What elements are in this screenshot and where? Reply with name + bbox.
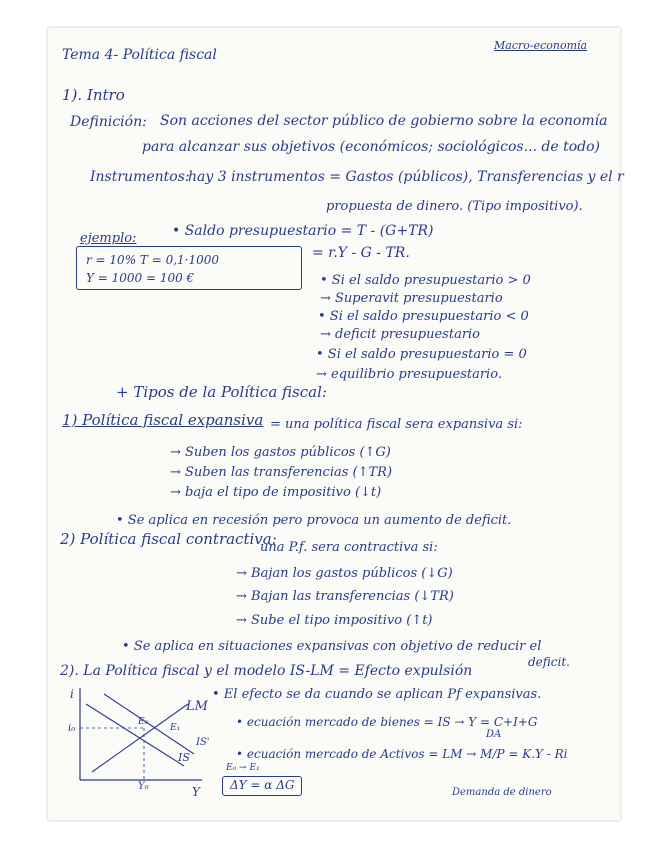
formula-shift: E₀ → E₁	[226, 763, 260, 773]
contractiva-item-3: → Sube el tipo impositivo (↑t)	[236, 613, 433, 628]
equation-lm-sub: Demanda de dinero	[452, 787, 552, 798]
equation-is: • ecuación mercado de bienes = IS → Y = C+I+G	[236, 715, 538, 729]
is-curve	[86, 704, 184, 766]
graph-is-label: IS	[178, 751, 190, 764]
definition-line-2: para alcanzar sus objetivos (económicos; sociológicos... de todo)	[142, 139, 601, 155]
example-line-2: Y = 1000 = 100 €	[86, 271, 195, 285]
contractiva-definition: una P.f. sera contractiva si:	[260, 540, 438, 555]
equation-lm: • ecuación mercado de Activos = LM → M/P = K.Y - Ri	[236, 747, 568, 761]
expansiva-note: • Se aplica en recesión pero provoca un aumento de deficit.	[116, 513, 512, 528]
expansiva-item-3: → baja el tipo de impositivo (↓t)	[170, 485, 382, 500]
graph-y-label: Y	[192, 785, 200, 799]
intro-heading: 1). Intro	[62, 86, 125, 104]
contractiva-note: • Se aplica en situaciones expansivas con objetivo de reducir el	[122, 639, 542, 654]
graph-i-label: i	[70, 687, 74, 701]
tipos-heading: + Tipos de la Política fiscal:	[116, 383, 327, 401]
case-1: • Si el saldo presupuestario > 0	[320, 273, 531, 288]
graph-e0-label: E₀	[138, 717, 149, 727]
islm-heading: 2). La Política fiscal y el modelo IS-LM = Efecto expulsión	[60, 663, 473, 679]
page-title: Tema 4- Política fiscal	[62, 47, 217, 63]
graph-i0-label: i₀	[68, 723, 76, 734]
saldo-formula-1: • Saldo presupuestario = T - (G+TR)	[172, 223, 434, 239]
definition-line-1: Son acciones del sector público de gobierno sobre la economía	[160, 113, 608, 129]
example-label: ejemplo:	[80, 231, 137, 246]
case-5: • Si el saldo presupuestario = 0	[316, 347, 527, 362]
contractiva-title: 2) Política fiscal contractiva:	[60, 530, 277, 548]
equation-is-sub: DA	[486, 729, 502, 740]
example-line-1: r = 10% T = 0,1·1000	[86, 253, 220, 267]
case-2: → Superavit presupuestario	[320, 291, 503, 306]
case-3: • Si el saldo presupuestario < 0	[318, 309, 529, 324]
expansiva-item-1: → Suben los gastos públicos (↑G)	[170, 445, 391, 460]
contractiva-item-1: → Bajan los gastos públicos (↓G)	[236, 566, 453, 581]
lm-curve	[92, 704, 188, 772]
graph-is-shift-label: IS'	[196, 737, 210, 748]
definition-label: Definición:	[70, 114, 147, 130]
graph-lm-label: LM	[186, 699, 208, 714]
graph-y0-label: Y₀	[138, 781, 149, 792]
graph-e1-label: E₁	[170, 723, 181, 733]
instruments-label: Instrumentos:	[90, 169, 190, 185]
case-6: → equilibrio presupuestario.	[316, 367, 502, 382]
contractiva-note-end: deficit.	[528, 655, 570, 669]
contractiva-item-2: → Bajan las transferencias (↓TR)	[236, 589, 454, 604]
expansiva-definition: = una política fiscal sera expansiva si:	[270, 417, 523, 432]
formula: ΔY = α ΔG	[230, 778, 295, 792]
case-4: → deficit presupuestario	[320, 327, 481, 342]
expansiva-title: 1) Política fiscal expansiva	[62, 411, 264, 429]
expansiva-item-2: → Suben las transferencias (↑TR)	[170, 465, 393, 480]
course-label: Macro-economía	[494, 39, 588, 52]
instruments-line-2: propuesta de dinero. (Tipo impositivo).	[326, 199, 583, 214]
saldo-formula-2: = r.Y - G - TR.	[312, 245, 410, 261]
instruments-line-1: hay 3 instrumentos = Gastos (públicos), Transferencias y el r	[188, 169, 624, 185]
effect-note: • El efecto se da cuando se aplican Pf expansivas.	[212, 687, 542, 702]
